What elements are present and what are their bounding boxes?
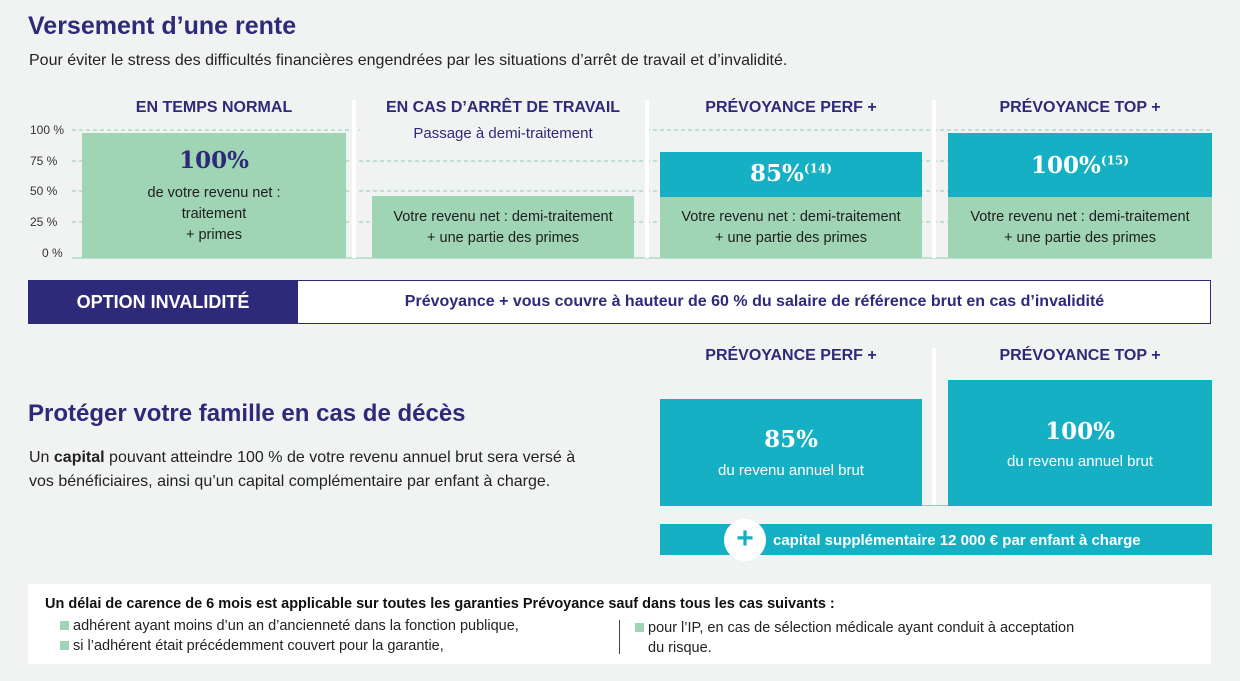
bar-perf-value: 85%$^{(14)}$: [750, 160, 832, 187]
deces-header-perf: PRÉVOYANCE PERF +: [705, 347, 877, 364]
deces-title: Protéger votre famille en cas de décès: [28, 400, 466, 427]
bullet-square-icon: [60, 641, 69, 650]
deces-bar-top-value: 100%: [1045, 418, 1115, 445]
bar-normal-value: 100%: [179, 147, 249, 174]
deces-header-top: PRÉVOYANCE TOP +: [999, 347, 1161, 364]
invalidite-text: Prévoyance + vous couvre à hauteur de 60 % du salaire de référence brut en cas d’invalidité: [404, 293, 1105, 310]
deces-bar-top-desc: du revenu annuel brut: [1007, 453, 1153, 470]
carence-item: pour l’IP, en cas de sélection médicale ayant conduit à acceptation du risque.: [635, 618, 1074, 658]
col-header-top: PRÉVOYANCE TOP +: [999, 99, 1161, 116]
column-separator: [352, 100, 356, 258]
column-separator: [932, 348, 936, 506]
col-header-arret: EN CAS D’ARRÊT DE TRAVAIL: [385, 99, 621, 116]
rente-title: Versement d’une rente: [28, 12, 297, 40]
bar-top-desc: Votre revenu net : demi-traitement + une partie des primes: [970, 209, 1190, 246]
y-tick-100: 100 %: [30, 123, 65, 137]
rente-subtitle: Pour éviter le stress des difficultés financières engendrées par les situations d’arrêt de travail et d’invalidité.: [29, 52, 788, 69]
bullet-square-icon: [60, 621, 69, 630]
demi-traitement-label: Passage à demi-traitement: [360, 125, 646, 142]
y-tick-50: 50 %: [30, 184, 58, 198]
y-tick-75: 75 %: [30, 154, 58, 168]
column-separator: [932, 100, 936, 258]
plus-icon: +: [724, 519, 766, 561]
col-header-normal: EN TEMPS NORMAL: [135, 99, 293, 116]
bar-top-value: 100%$^{(15)}$: [1031, 152, 1129, 179]
capital-extra-text: capital supplémentaire 12 000 € par enfant à charge: [773, 532, 1141, 549]
col-header-perf: PRÉVOYANCE PERF +: [705, 99, 877, 116]
carence-item: si l’adhérent était précédemment couvert pour la garantie,: [60, 638, 444, 654]
deces-bar-perf-value: 85%: [764, 426, 818, 453]
invalidite-label: OPTION INVALIDITÉ: [28, 280, 298, 324]
deces-text: Un capital pouvant atteindre 100 % de votre revenu annuel brut sera versé à vos bénéficiaires, ainsi qu’un capital complémentaire par enfant à charge.: [29, 449, 576, 490]
carence-title: Un délai de carence de 6 mois est applicable sur toutes les garanties Prévoyance sauf dans tous les cas suivants :: [45, 596, 835, 612]
carence-divider: [619, 620, 620, 654]
y-tick-0: 0 %: [42, 246, 63, 260]
y-tick-25: 25 %: [30, 215, 58, 229]
column-separator: [645, 100, 649, 258]
bar-normal-desc: de votre revenu net : traitement + primes: [147, 185, 281, 243]
bar-arret-desc: Votre revenu net : demi-traitement + une partie des primes: [393, 209, 613, 246]
carence-item: adhérent ayant moins d’un an d’ancienneté dans la fonction publique,: [60, 618, 519, 634]
bar-perf-desc: Votre revenu net : demi-traitement + une partie des primes: [681, 209, 901, 246]
deces-bar-perf-desc: du revenu annuel brut: [718, 462, 864, 479]
bullet-square-icon: [635, 623, 644, 632]
